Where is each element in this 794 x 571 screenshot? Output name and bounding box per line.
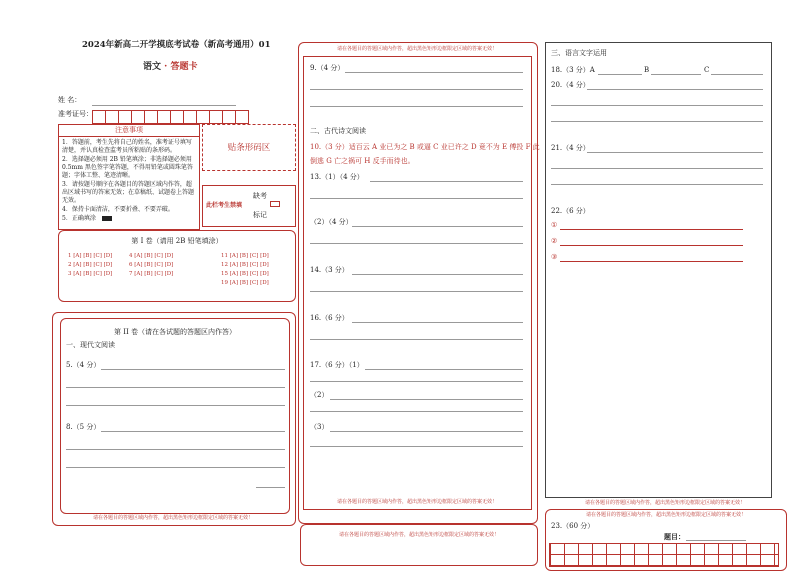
question-22-item-2: ②: [551, 237, 558, 245]
subject-separator: ·: [164, 62, 168, 72]
answer-line[interactable]: [560, 229, 743, 230]
middle-lower-notice: 请在各题目的答题区域内作答，超出黑色矩形边框限定区域的答案无效！: [338, 532, 499, 538]
question-17-label: 17.（6 分）（1）: [310, 361, 364, 369]
section-1-title: 第 I 卷（请用 2B 铅笔填涂）: [131, 237, 223, 245]
id-label: 准考证号：: [58, 110, 93, 118]
choice-row[interactable]: 2 [A] [B] [C] [D]: [68, 262, 113, 268]
choice-row[interactable]: 6 [A] [B] [C] [D]: [129, 262, 174, 268]
answer-line[interactable]: [310, 381, 523, 382]
notice-item-5-text: 5．正确填涂: [62, 215, 96, 222]
part-1-heading: 一、现代文阅读: [66, 341, 115, 349]
absent-checkbox[interactable]: [270, 201, 280, 207]
question-10-line-2: 倒逃 G 亡之祸可 H 反手而待也。: [310, 157, 415, 165]
answer-line[interactable]: [256, 487, 285, 488]
exam-title: 2024年新高二开学摸底考试卷（新高考通用）01: [82, 40, 271, 50]
choice-col-2: [129, 253, 173, 277]
essay-grid[interactable]: [549, 543, 779, 567]
choice-row[interactable]: 3 [A] [B] [C] [D]: [68, 271, 113, 277]
essay-topic-label: 题目：: [664, 532, 685, 541]
filled-mark-example: [102, 216, 112, 221]
question-18-b: B: [644, 66, 650, 74]
part-3-heading: 三、语言文字运用: [551, 49, 607, 57]
answer-line[interactable]: [551, 168, 763, 169]
choice-col-1: [68, 253, 112, 277]
answer-line[interactable]: [101, 369, 285, 370]
answer-line[interactable]: [310, 243, 523, 244]
name-field[interactable]: [92, 105, 236, 106]
answer-line[interactable]: [352, 226, 523, 227]
middle-top-notice: 请在各题目的答题区域内作答，超出黑色矩形边框限定区域的答案无效！: [336, 46, 497, 52]
answer-blank-b[interactable]: [651, 74, 701, 75]
question-17-3-label: （3）: [310, 423, 329, 431]
answer-line[interactable]: [370, 181, 523, 182]
question-13-2-label: （2）（4 分）: [310, 218, 353, 226]
choice-row[interactable]: 11 [A] [B] [C] [D]: [221, 253, 269, 259]
answer-line[interactable]: [66, 387, 285, 388]
answer-line[interactable]: [310, 106, 523, 107]
question-16-label: 16.（6 分）: [310, 314, 349, 322]
subject-name: 语文: [143, 62, 162, 72]
notice-item-4: 4．保持卡面清洁，不要折叠、不要弄破。: [62, 206, 174, 213]
choice-row[interactable]: 19 [A] [B] [C] [D]: [221, 280, 269, 286]
answer-line[interactable]: [310, 291, 523, 292]
answer-line[interactable]: [352, 274, 523, 275]
answer-line[interactable]: [587, 89, 763, 90]
part-2-heading: 二、古代诗文阅读: [310, 127, 366, 135]
right-bottom-notice: 请在各题目的答题区域内作答，超出黑色矩形边框限定区域的答案无效！: [584, 500, 745, 506]
right-lower-notice: 请在各题目的答题区域内作答，超出黑色矩形边框限定区域的答案无效！: [585, 512, 746, 518]
answer-line[interactable]: [560, 245, 743, 246]
notice-item-3: 3．请按题号顺序在各题目的答题区域内作答，超出区域书写的答案无效；在草稿纸、试题卷上答题无效。: [62, 181, 195, 204]
barcode-label: 贴条形码区: [227, 143, 271, 153]
answer-line[interactable]: [310, 198, 523, 199]
answer-line[interactable]: [330, 399, 523, 400]
section-2-footer-notice: 请在各题目的答题区域内作答，超出黑色矩形边框限定区域的答案无效！: [92, 515, 253, 521]
name-label: 姓 名：: [58, 96, 82, 104]
answer-line[interactable]: [66, 405, 285, 406]
right-answer-area: [545, 42, 772, 498]
answer-line[interactable]: [365, 369, 523, 370]
subject-title: [143, 59, 197, 72]
question-17-2-label: （2）: [310, 391, 329, 399]
card-name: 答题卡: [170, 62, 198, 72]
answer-line[interactable]: [66, 449, 285, 450]
choice-row[interactable]: 12 [A] [B] [C] [D]: [221, 262, 269, 268]
question-22-label: 22.（6 分）: [551, 207, 590, 215]
choice-row[interactable]: 7 [A] [B] [C] [D]: [129, 271, 174, 277]
answer-line[interactable]: [310, 89, 523, 90]
answer-line[interactable]: [101, 431, 285, 432]
absent-box: [202, 185, 296, 227]
question-23-label: 23.（60 分）: [551, 522, 595, 530]
answer-line[interactable]: [352, 322, 523, 323]
question-13-label: 13.（1）（4 分）: [310, 173, 364, 181]
question-8-label: 8.（5 分）: [66, 423, 101, 431]
essay-topic-field[interactable]: [686, 540, 746, 541]
notice-box: [58, 124, 200, 230]
answer-line[interactable]: [330, 431, 523, 432]
absent-mark-2: 标记: [253, 211, 267, 219]
answer-line[interactable]: [310, 339, 523, 340]
answer-line[interactable]: [551, 105, 763, 106]
answer-line[interactable]: [587, 152, 763, 153]
question-18-label: 18.（3 分）A: [551, 66, 595, 74]
answer-line[interactable]: [310, 446, 523, 447]
question-18-c: C: [704, 66, 710, 74]
middle-lower-box: [300, 524, 538, 566]
question-5-label: 5.（4 分）: [66, 361, 101, 369]
absent-label: 此栏考生禁填: [206, 202, 243, 209]
barcode-area: [202, 124, 296, 171]
middle-bottom-notice: 请在各题目的答题区域内作答，超出黑色矩形边框限定区域的答案无效！: [336, 499, 497, 505]
question-22-item-1: ①: [551, 221, 558, 229]
notice-item-2: 2．选择题必须用 2B 铅笔填涂；非选择题必须用 0.5mm 黑色签字笔答题，不得用铅笔或圆珠笔答题；字体工整、笔迹清晰。: [62, 156, 193, 179]
notice-item-5: [62, 215, 196, 223]
answer-line[interactable]: [345, 72, 523, 73]
middle-inner-box: [303, 56, 532, 510]
answer-line[interactable]: [551, 184, 763, 185]
question-22-item-3: ③: [551, 253, 558, 261]
notice-title: 注意事项: [59, 125, 199, 137]
choice-row[interactable]: 1 [A] [B] [C] [D]: [68, 253, 113, 259]
answer-line[interactable]: [66, 467, 285, 468]
choice-row[interactable]: 15 [A] [B] [C] [D]: [221, 271, 269, 277]
section-2-title: 第 II 卷（请在各试题的答题区内作答）: [114, 328, 236, 336]
question-9-label: 9.（4 分）: [310, 64, 345, 72]
section-2-box: [60, 318, 290, 514]
answer-line[interactable]: [560, 261, 743, 262]
answer-line[interactable]: [551, 121, 763, 122]
absent-mark-1: 缺考: [253, 192, 267, 200]
notice-item-1: 1．答题前，考生先将自己的姓名，准考证号填写清楚，并认真检查监考员所粘贴的条形码。: [62, 139, 192, 154]
answer-line[interactable]: [310, 411, 523, 412]
question-21-label: 21.（4 分）: [551, 144, 590, 152]
answer-blank-a[interactable]: [598, 74, 642, 75]
question-20-label: 20.（4 分）: [551, 81, 590, 89]
question-14-label: 14.（3 分）: [310, 266, 349, 274]
choice-col-3: [221, 253, 269, 286]
question-10-line-1: 10.（3 分）适百云 A 业已为之 B 或逼 C 业已许之 D 竟不为 E 傅投 F 此: [310, 143, 540, 151]
section-1-box: [58, 230, 296, 302]
answer-blank-c[interactable]: [711, 74, 763, 75]
choice-row[interactable]: 4 [A] [B] [C] [D]: [129, 253, 174, 259]
